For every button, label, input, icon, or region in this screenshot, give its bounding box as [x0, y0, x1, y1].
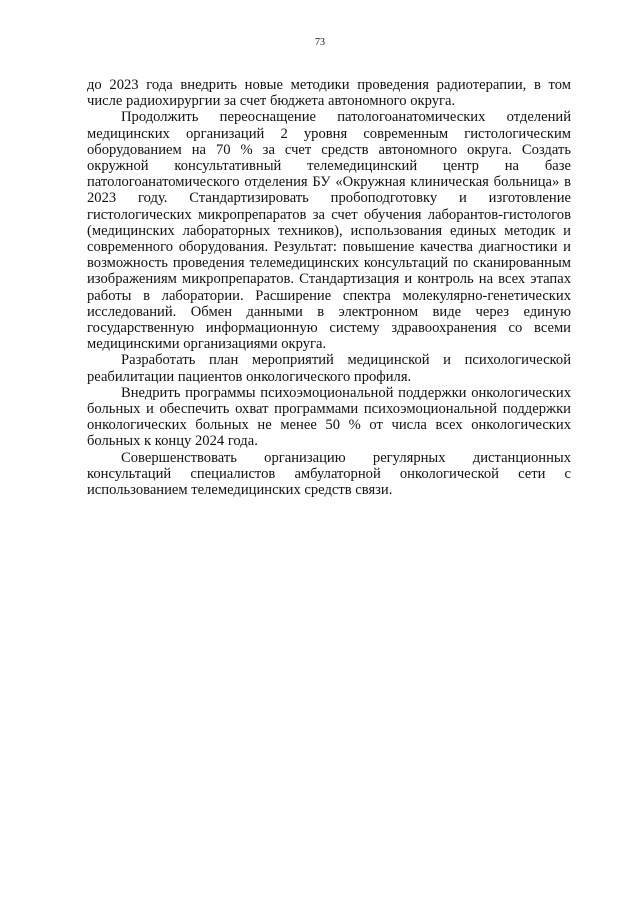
document-body	[87, 77, 571, 498]
paragraph-pathology-reequipment: Продолжить переоснащение патологоанатомических отделений медицинских организаций 2 уровня современным гистологическим оборудованием на 70 % за счет средств автономного округа. Создать окружной консультативный телемедицинский центр на базе патологоанатомического отделения БУ «Окружная клиническая больница» в 2023 году. Стандартизировать пробоподготовку и изготовление гистологических микропрепаратов за счет обучения лаборантов-гистологов (медицинских лабораторных техников), использования единых методик и современного оборудования. Результат: повышение качества диагностики и возможность проведения телемедицинских консультаций по сканированным изображениям микропрепаратов. Стандартизация и контроль на всех этапах работы в лаборатории. Расширение спектра молекулярно-генетических исследований. Обмен данными в электронном виде через единую государственную информационную систему здравоохранения со всеми медицинскими организациями округа.	[87, 109, 571, 353]
paragraph-psychoemotional-support: Внедрить программы психоэмоциональной поддержки онкологических больных и обеспечить охват программами психоэмоциональной поддержки онкологических больных не менее 50 % от числа всех онкологических больных к концу 2024 года.	[87, 384, 571, 450]
page-number: 73	[315, 37, 325, 48]
paragraph-rehabilitation-plan: Разработать план мероприятий медицинской и психологической реабилитации пациентов онкологического профиля.	[87, 352, 571, 385]
paragraph-radiotherapy-continuation: до 2023 года внедрить новые методики проведения радиотерапии, в том числе радиохирургии за счет бюджета автономного округа.	[87, 77, 571, 110]
paragraph-remote-consultations: Совершенствовать организацию регулярных дистанционных консультаций специалистов амбулаторной онкологической сети с использованием телемедицинских средств связи.	[87, 449, 571, 499]
